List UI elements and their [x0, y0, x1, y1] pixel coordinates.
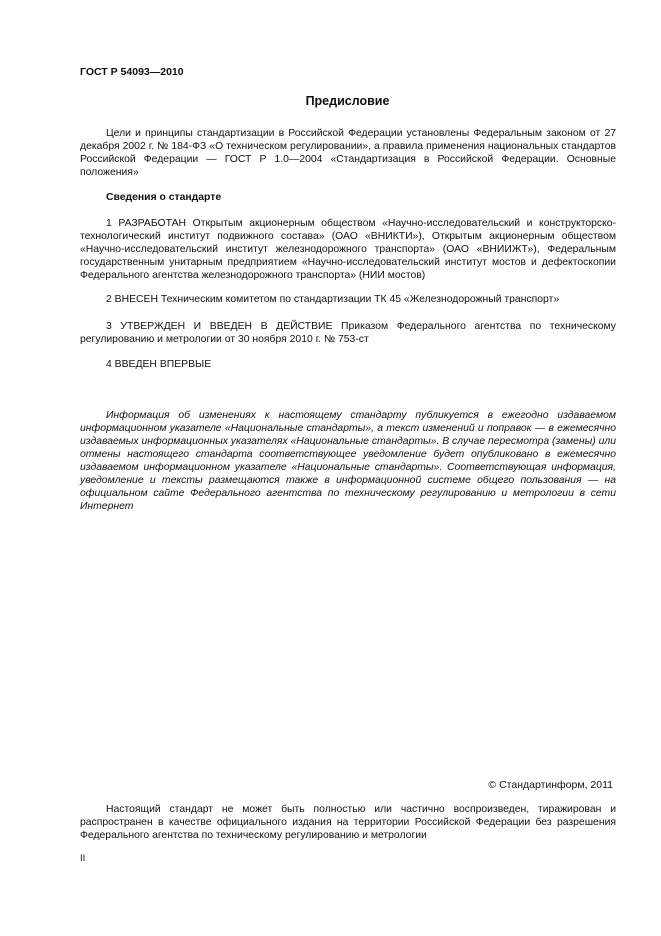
rights-section: [80, 803, 616, 842]
document-id-header: ГОСТ Р 54093—2010: [80, 66, 184, 78]
page-title: Предисловие: [305, 94, 390, 108]
notice-paragraph: Информация об изменениях к настоящему стандарту публикуется в ежегодно издаваемом информационном указателе «Национальные стандарты», а текст изменений и поправок — в ежемесячно издаваемых информационных указателях «Национальные стандарты». В случае пересмотра (замены) или отмены настоящего стандарта соответствующее уведомление будет опубликовано в ежемесячно издаваемом информационном указателе «Национальные стандарты». Соответствующая информация, уведомление и тексты размещаются также в информационной системе общего пользования — на официальном сайте Федерального агентства по техническому регулированию и метрологии в сети Интернет: [80, 410, 616, 512]
intro-paragraph: Цели и принципы стандартизации в Российской Федерации установлены Федеральным законом от 27 декабря 2002 г. № 184-ФЗ «О техническом регулировании», а правила применения национальных стандартов Российской Федерации — ГОСТ Р 1.0—2004 «Стандартизация в Российской Федерации. Основные положения»: [80, 128, 616, 178]
info-heading-block: [80, 191, 616, 204]
page-number: II: [80, 853, 86, 864]
notice-section: [80, 409, 616, 513]
item-3-block: [80, 320, 616, 346]
rights-paragraph: Настоящий стандарт не может быть полностью или частично воспроизведен, тиражирован и распространен в качестве официального издания на территории Российской Федерации без разрешения Федерального агентства по техническому регулированию и метрологии: [80, 804, 616, 841]
item-2: 2 ВНЕСЕН Техническим комитетом по стандартизации ТК 45 «Железнодорожный транспорт»: [106, 294, 560, 305]
copyright-line: © Стандартинформ, 2011: [488, 779, 613, 791]
intro-section: [80, 127, 616, 179]
item-4: 4 ВВЕДЕН ВПЕРВЫЕ: [106, 359, 212, 370]
item-4-block: [80, 358, 616, 371]
item-1: 1 РАЗРАБОТАН Открытым акционерным обществом «Научно-исследовательский и конструкторско-технологический институт подвижного состава» (ОАО «ВНИКТИ»), Открытым акционерным обществом «Научно-исследовательский институт железнодорожного транспорта» (ОАО «ВНИИЖТ»), Федеральным государственным унитарным предприятием «Научно-исследовательский институт мостов и дефектоскопии Федерального агентства железнодорожного транспорта» (НИИ мостов): [80, 218, 616, 281]
item-2-block: [80, 293, 616, 306]
info-heading: Сведения о стандарте: [106, 192, 222, 203]
item-1-block: [80, 217, 616, 282]
item-3: 3 УТВЕРЖДЕН И ВВЕДЕН В ДЕЙСТВИЕ Приказом Федерального агентства по техническому регулированию и метрологии от 30 ноября 2010 г. № 753-ст: [80, 321, 616, 345]
